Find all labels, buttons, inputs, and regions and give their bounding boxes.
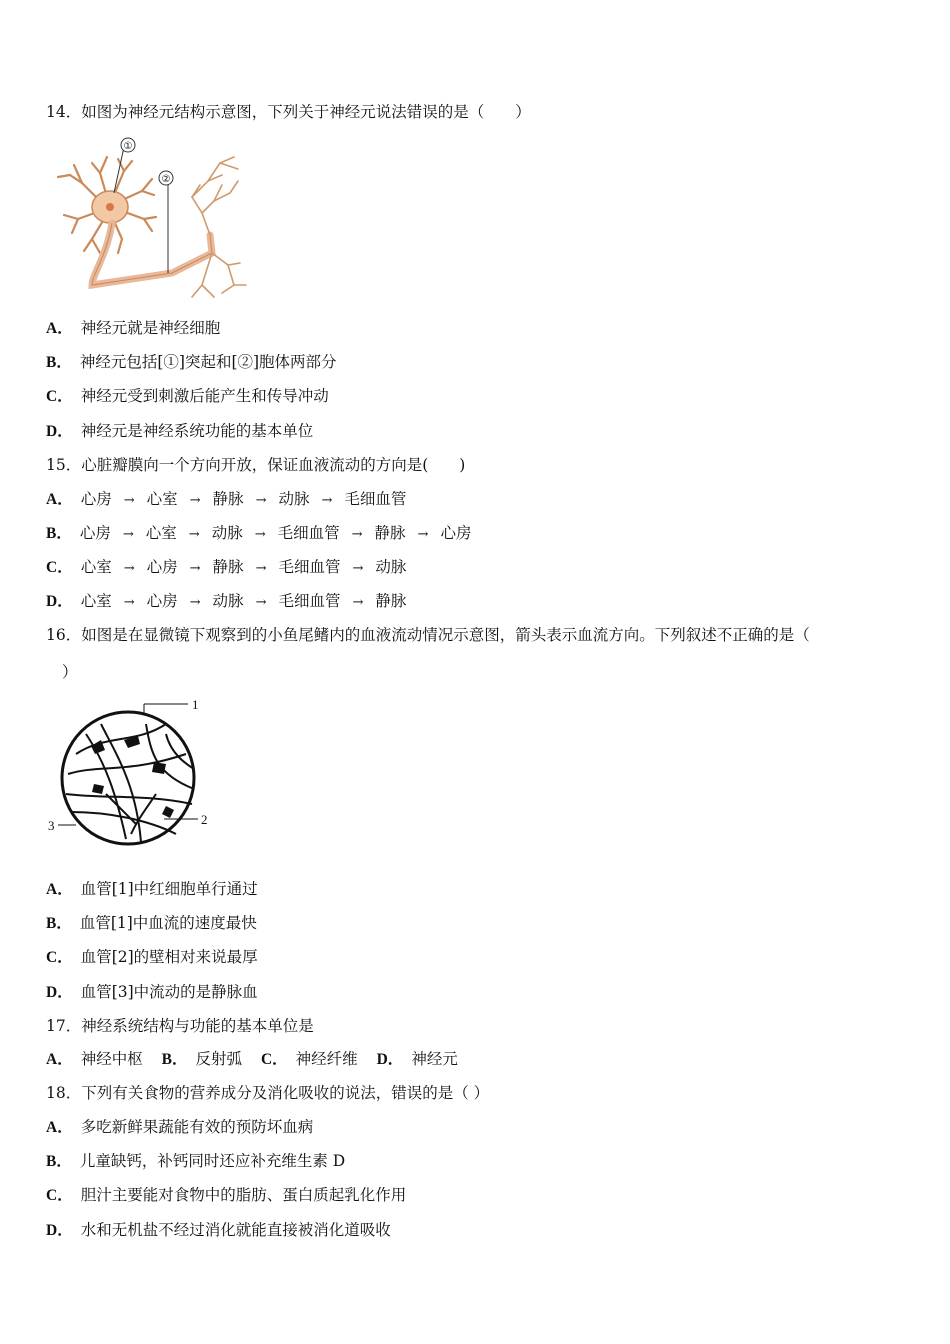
flow-step: 心室 — [146, 490, 178, 508]
fish-figure-label-3: 3 — [48, 818, 55, 833]
flow-step: 静脉 — [212, 490, 244, 508]
flow-step: 心房 — [79, 524, 111, 542]
q17-options — [46, 1049, 472, 1070]
neuron-label-1: ① — [123, 141, 133, 152]
flow-step: 心房 — [146, 558, 178, 576]
q17-option-b[interactable]: B． 反射弧 — [161, 1050, 243, 1068]
flow-step: 动脉 — [375, 558, 407, 576]
q17-option-c[interactable]: C． 神经纤维 — [260, 1050, 358, 1068]
flow-step: 动脉 — [278, 490, 310, 508]
q17-option-d[interactable]: D． 神经元 — [376, 1050, 458, 1068]
flow-arrow-icon: → — [254, 527, 266, 542]
flow-arrow-icon: → — [255, 493, 267, 508]
flow-arrow-icon: → — [321, 493, 333, 508]
neuron-figure — [52, 135, 252, 305]
q15-stem: 15．心脏瓣膜向一个方向开放，保证血液流动的方向是( ) — [46, 456, 466, 474]
q18-option-b[interactable]: B． 儿童缺钙，补钙同时还应补充维生素 D — [46, 1152, 346, 1170]
fish-tail-blood-figure — [46, 694, 216, 854]
q14-option-d[interactable]: D． 神经元是神经系统功能的基本单位 — [46, 422, 314, 440]
flow-step: 毛细血管 — [344, 490, 407, 508]
flow-arrow-icon: → — [255, 595, 267, 610]
q16-option-a[interactable]: A． 血管[1]中红细胞单行通过 — [46, 880, 258, 898]
q15-option-c[interactable]: C． 心室 → 心房 → 静脉 → 毛细血管 → 动脉 — [46, 557, 406, 579]
q15-option-b[interactable]: B． 心房 → 心室 → 动脉 → 毛细血管 → 静脉 → 心房 — [46, 523, 471, 545]
q17-stem: 17．神经系统结构与功能的基本单位是 — [46, 1017, 314, 1035]
q16-stem-line1: 16．如图是在显微镜下观察到的小鱼尾鳍内的血液流动情况示意图，箭头表示血流方向。下列叙述不正确的是（ — [46, 626, 810, 644]
flow-step: 毛细血管 — [277, 524, 340, 542]
neuron-label-2: ② — [161, 174, 171, 185]
flow-step: 心室 — [80, 592, 112, 610]
q14-option-c[interactable]: C． 神经元受到刺激后能产生和传导冲动 — [46, 387, 329, 405]
q18-stem: 18．下列有关食物的营养成分及消化吸收的说法，错误的是（ ） — [46, 1084, 490, 1102]
q15-option-a[interactable]: A． 心房 → 心室 → 静脉 → 动脉 → 毛细血管 — [46, 489, 406, 511]
flow-arrow-icon: → — [417, 527, 429, 542]
q14-option-b[interactable]: B． 神经元包括[①]突起和[②]胞体两部分 — [46, 353, 337, 371]
flow-step: 静脉 — [374, 524, 406, 542]
flow-arrow-icon: → — [189, 595, 201, 610]
q16-option-c[interactable]: C． 血管[2]的壁相对来说最厚 — [46, 948, 258, 966]
flow-arrow-icon: → — [123, 493, 135, 508]
flow-arrow-icon: → — [188, 527, 200, 542]
flow-arrow-icon: → — [123, 561, 135, 576]
flow-arrow-icon: → — [122, 527, 134, 542]
flow-step: 心房 — [146, 592, 178, 610]
q18-option-a[interactable]: A． 多吃新鲜果蔬能有效的预防坏血病 — [46, 1118, 314, 1136]
flow-step: 动脉 — [211, 524, 243, 542]
flow-arrow-icon: → — [123, 595, 135, 610]
flow-step: 心房 — [440, 524, 472, 542]
flow-arrow-icon: → — [352, 595, 364, 610]
q16-option-b[interactable]: B． 血管[1]中血流的速度最快 — [46, 914, 257, 932]
q18-option-d[interactable]: D． 水和无机盐不经过消化就能直接被消化道吸收 — [46, 1221, 391, 1239]
q14-stem: 14．如图为神经元结构示意图，下列关于神经元说法错误的是（ ） — [46, 103, 531, 121]
flow-step: 毛细血管 — [278, 592, 341, 610]
q17-option-a[interactable]: A． 神经中枢 — [46, 1050, 143, 1068]
flow-arrow-icon: → — [351, 527, 363, 542]
flow-arrow-icon: → — [255, 561, 267, 576]
q14-option-a[interactable]: A． 神经元就是神经细胞 — [46, 319, 221, 337]
flow-step: 动脉 — [212, 592, 244, 610]
flow-step: 心室 — [80, 558, 112, 576]
flow-step: 静脉 — [212, 558, 244, 576]
flow-step: 心室 — [145, 524, 177, 542]
flow-arrow-icon: → — [352, 561, 364, 576]
q16-option-d[interactable]: D． 血管[3]中流动的是静脉血 — [46, 983, 258, 1001]
flow-arrow-icon: → — [189, 493, 201, 508]
flow-step: 心房 — [80, 490, 112, 508]
flow-arrow-icon: → — [189, 561, 201, 576]
q15-option-d[interactable]: D． 心室 → 心房 → 动脉 → 毛细血管 → 静脉 — [46, 591, 406, 613]
fish-figure-label-2: 2 — [201, 812, 208, 827]
flow-step: 毛细血管 — [278, 558, 341, 576]
q18-option-c[interactable]: C． 胆汁主要能对食物中的脂肪、蛋白质起乳化作用 — [46, 1186, 407, 1204]
fish-figure-label-1: 1 — [192, 697, 199, 712]
q16-stem-line2: ） — [62, 663, 78, 681]
flow-step: 静脉 — [375, 592, 407, 610]
